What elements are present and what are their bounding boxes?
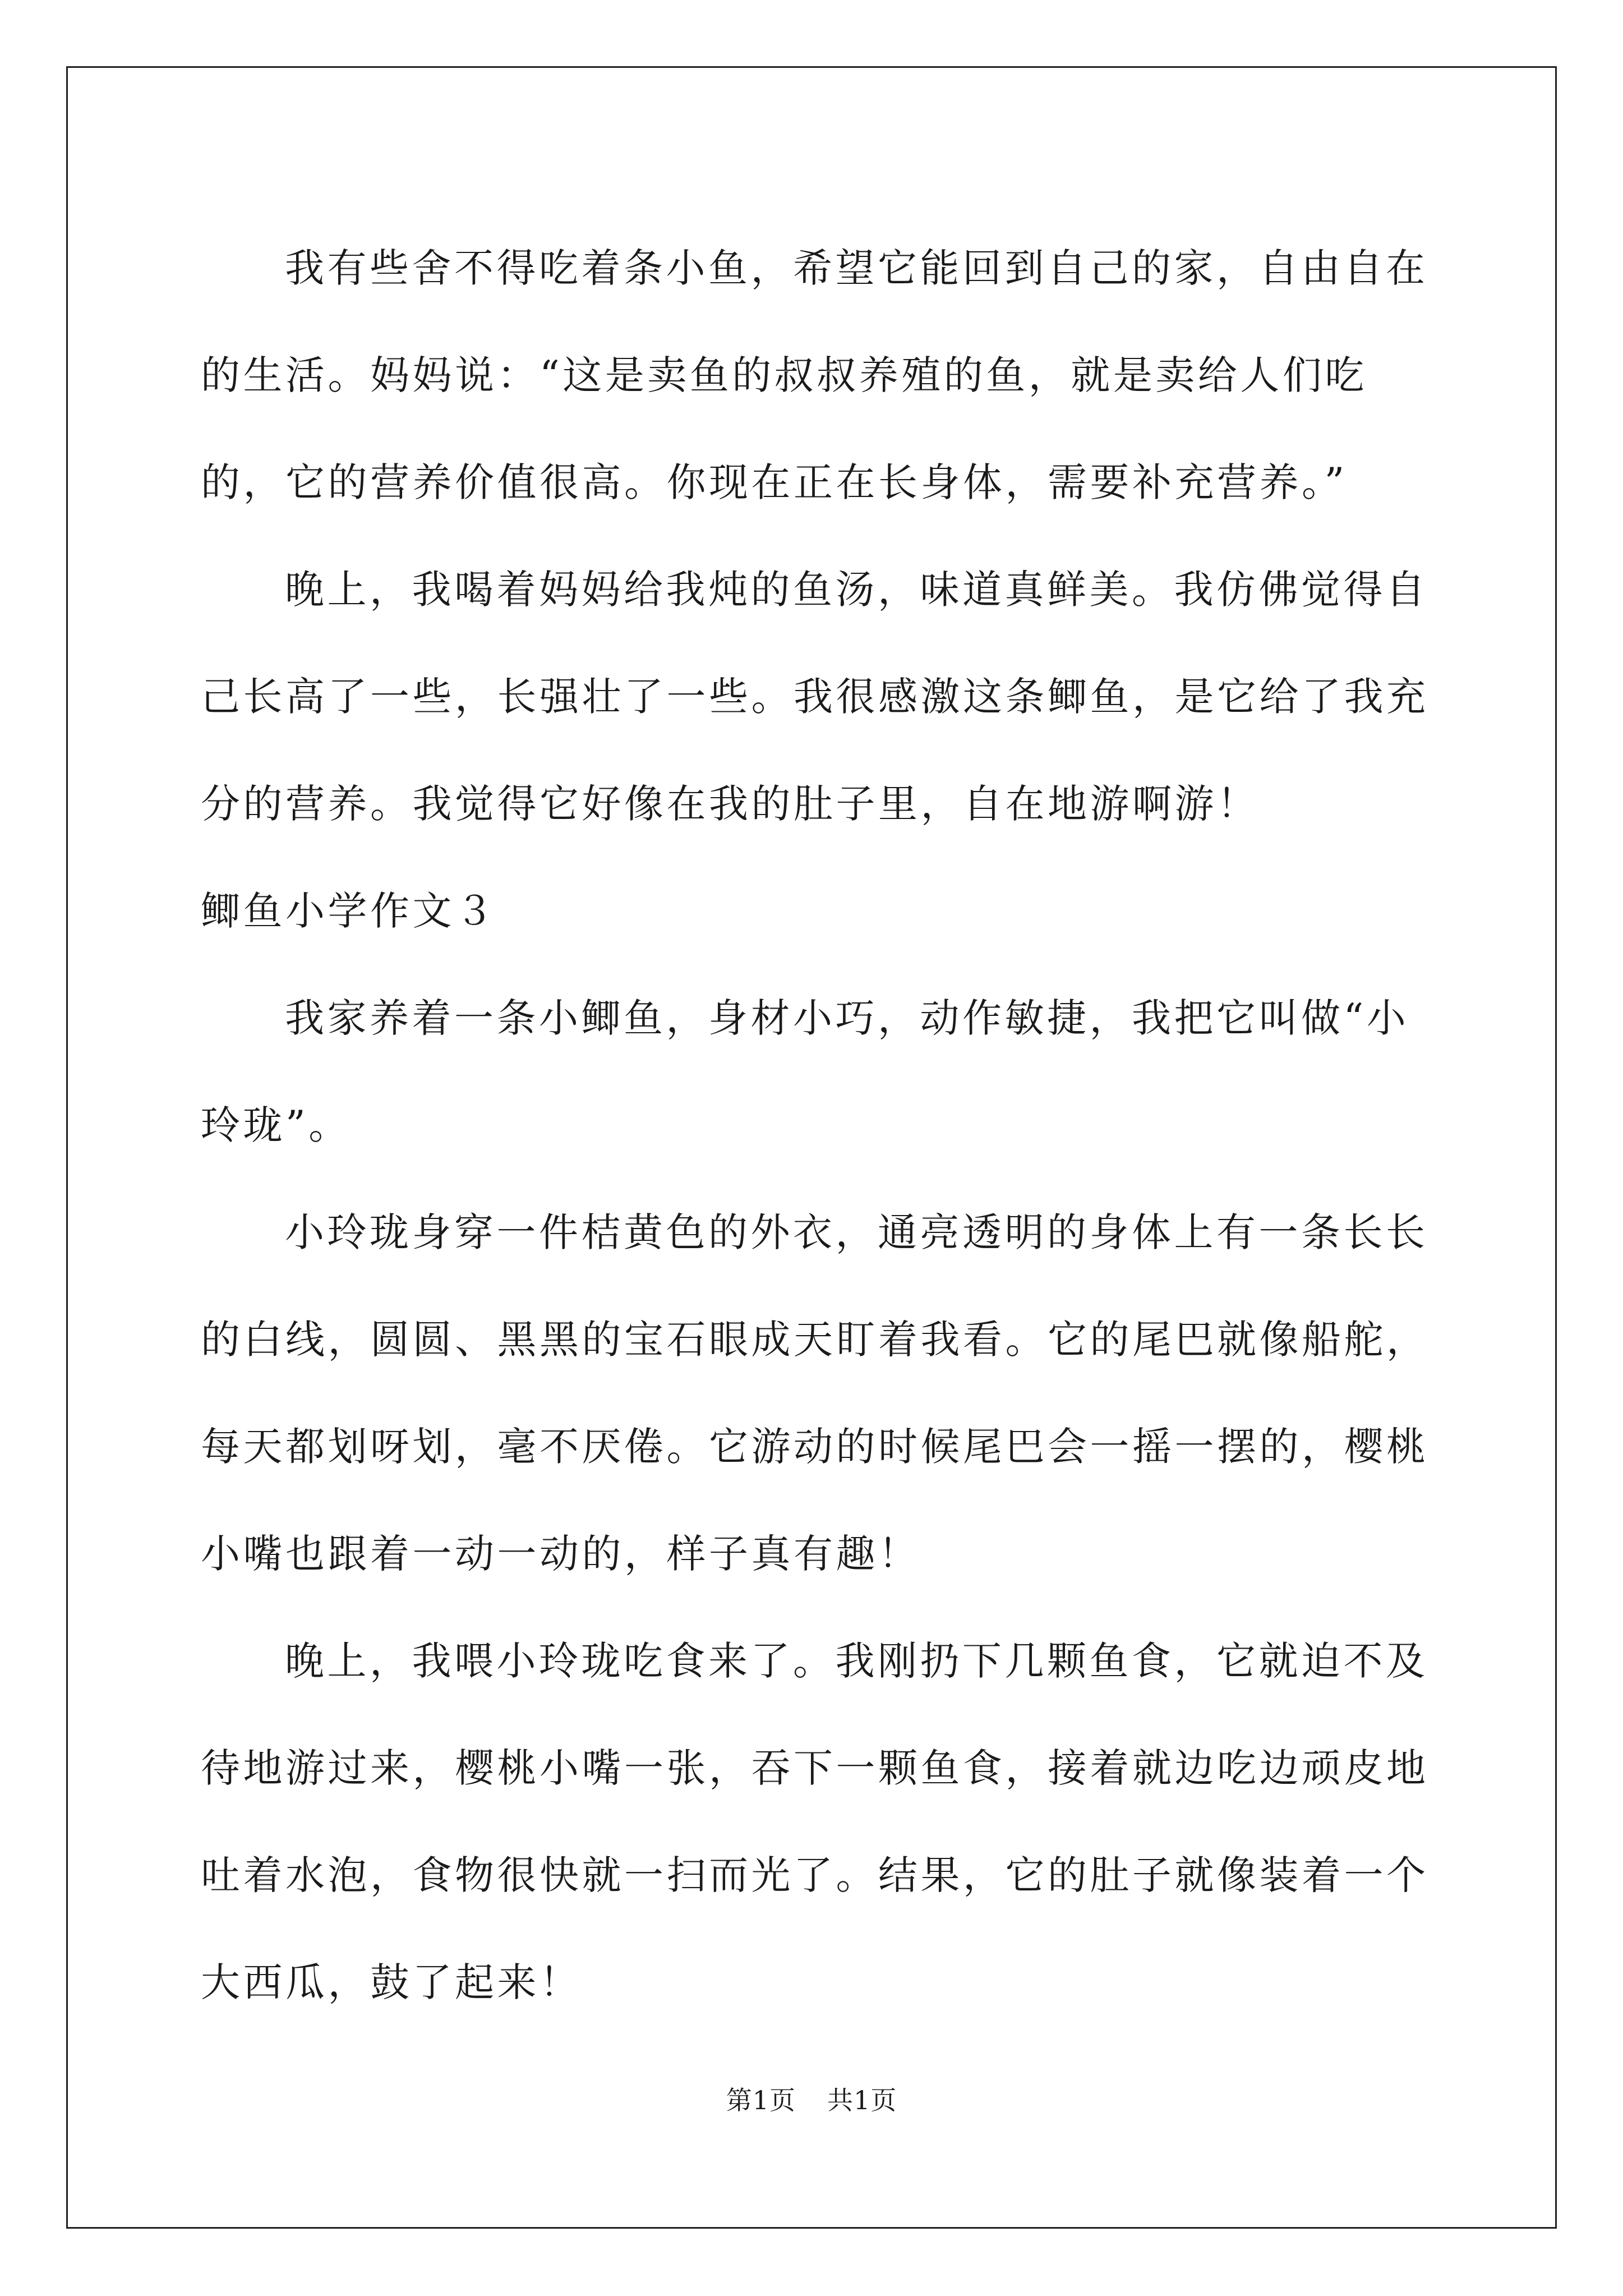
section-title: 鲫鱼小学作文３ bbox=[201, 888, 497, 934]
paragraph: 晚上，我喝着妈妈给我炖的鱼汤，味道真鲜美。我仿佛觉得自己长高了一些，长强壮了一些。我很感激这条鲫鱼，是它给了我充分的营养。我觉得它好像在我的肚子里，自在地游啊游！ bbox=[201, 567, 1429, 827]
paragraph: 我有些舍不得吃着条小鱼，希望它能回到自己的家，自由自在的生活。妈妈说：“这是卖鱼的叔叔养殖的鱼，就是卖给人们吃的，它的营养价值很高。你现在正在长身体，需要补充营养。” bbox=[201, 245, 1428, 505]
paragraph: 晚上，我喂小玲珑吃食来了。我刚扔下几颗鱼食，它就迫不及待地游过来，樱桃小嘴一张，吞下一颗鱼食，接着就边吃边顽皮地吐着水泡，食物很快就一扫而光了。结果，它的肚子就像装着一个大西瓜，鼓了起来！ bbox=[201, 1638, 1429, 2005]
paragraph: 我家养着一条小鲫鱼，身材小巧，动作敏捷，我把它叫做“小玲珑”。 bbox=[201, 995, 1409, 1148]
document-body bbox=[201, 215, 1435, 2036]
page-footer bbox=[0, 2080, 1623, 2117]
page-total: 共1页 bbox=[827, 2085, 897, 2115]
paragraph: 小玲珑身穿一件桔黄色的外衣，通亮透明的身体上有一条长长的白线，圆圆、黑黑的宝石眼成天盯着我看。它的尾巴就像船舵，每天都划呀划，毫不厌倦。它游动的时候尾巴会一摇一摆的，樱桃小嘴也跟着一动一动的，样子真有趣！ bbox=[201, 1209, 1429, 1577]
page-number: 第1页 bbox=[726, 2085, 796, 2115]
